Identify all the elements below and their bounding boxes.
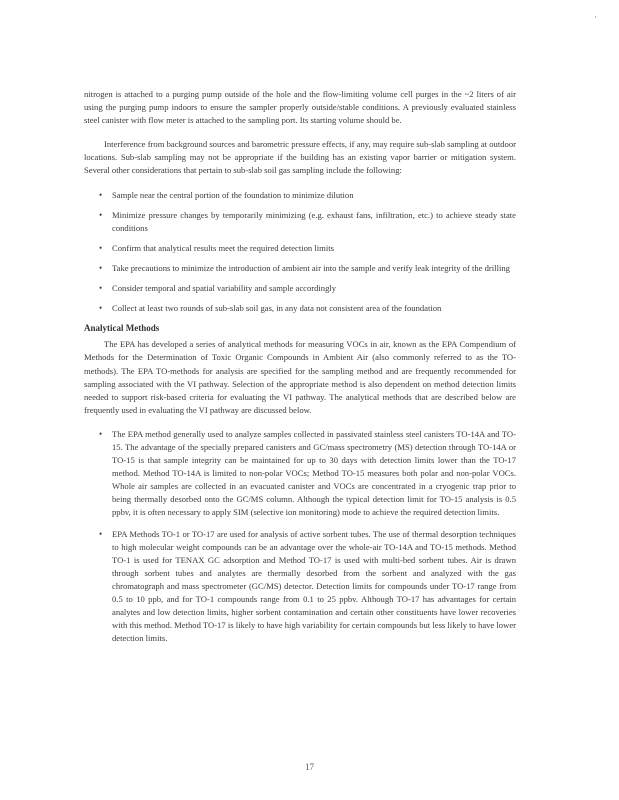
considerations-list	[84, 189, 516, 316]
intro-paragraph: nitrogen is attached to a purging pump outside of the hole and the flow-limiting volume cell purges in the ~2 liters of air using the purging pump indoors to ensure the sampler properly outside/stable conditions. A previously evaluated stainless steel canister with flow meter is attached to the sampling port. Its starting volume should be.	[84, 89, 516, 126]
list-item: • The EPA method generally used to analyze samples collected in passivated stainless steel canisters TO-14A and TO-15. The advantage of the specially prepared canisters and GC/mass spectrometry (MS) detection through TO-14A or TO-15 is that sample integrity can be maintained for up to 30 days with detection limits lower than the TO-17 method. Method TO-14A is limited to non-polar VOCs; Method TO-15 measures both polar and non-polar VOCs. Whole air samples are collected in an evacuated canister and VOCs are concentrated in a cryogenic trap prior to being thermally desorbed onto the GC/MS column. Although the typical detection limit for TO-15 analysis is 0.5 ppbv, it is often necessary to apply SIM (selective ion monitoring) mode to achieve the required detection limits.	[112, 428, 516, 520]
methods-list	[84, 428, 516, 646]
corner-mark: ·	[594, 12, 597, 22]
analytical-methods-paragraph: The EPA has developed a series of analytical methods for measuring VOCs in air, known as the EPA Compendium of Methods for the Determination of Toxic Organic Compounds in Ambient Air (also commonly referred to as the TO-methods). The EPA TO-methods for analysis are specified for the sampling method and are frequently recommended for sampling associated with the VI pathway. Selection of the appropriate method is also dependent on method detection limits needed to support risk-based criteria for evaluating the VI pathway. The analytical methods that are described below are frequently used in evaluating the VI pathway are discussed below.	[84, 339, 516, 415]
list-item: • Minimize pressure changes by temporarily minimizing (e.g. exhaust fans, infiltration, etc.) to achieve steady state conditions	[112, 209, 516, 235]
list-item: • Sample near the central portion of the foundation to minimize dilution	[112, 189, 516, 202]
section-heading: Analytical Methods	[84, 323, 160, 334]
list-item: • Take precautions to minimize the introduction of ambient air into the sample and verify leak integrity of the drilling	[112, 262, 516, 275]
page-number: 17	[305, 762, 314, 772]
list-item: • Confirm that analytical results meet the required detection limits	[112, 242, 516, 255]
list-item: • Consider temporal and spatial variability and sample accordingly	[112, 282, 516, 295]
document-body	[84, 88, 516, 653]
interferences-paragraph: Interference from background sources and barometric pressure effects, if any, may require sub-slab sampling at outdoor locations. Sub-slab sampling may not be appropriate if the building has an existing vapor barrier or mitigation system. Several other considerations that pertain to sub-slab soil gas sampling include the following:	[84, 139, 516, 176]
list-item: • Collect at least two rounds of sub-slab soil gas, in any data not consistent area of the foundation	[112, 302, 516, 315]
list-item: • EPA Methods TO-1 or TO-17 are used for analysis of active sorbent tubes. The use of thermal desorption techniques to high molecular weight compounds can be an advantage over the whole-air TO-14A and TO-15 methods. Method TO-1 is used for TENAX GC adsorption and Method TO-17 is used with multi-bed sorbent tubes. Air is drawn through sorbent tubes and analytes are thermally desorbed from the sorbent and analyzed with the gas chromatograph and mass spectrometer (GC/MS) detector. Detection limits for compounds under TO-17 range from 0.5 to 10 ppb, and for TO-1 compounds range from 0.1 to 25 ppbv. Although TO-17 has advantages for certain analytes and low detection limits, higher sorbent contamination and certain other constituents have lower recoveries with this method. Method TO-17 is likely to have high variability for certain compounds but less likely to have lower detection limits.	[112, 528, 516, 646]
